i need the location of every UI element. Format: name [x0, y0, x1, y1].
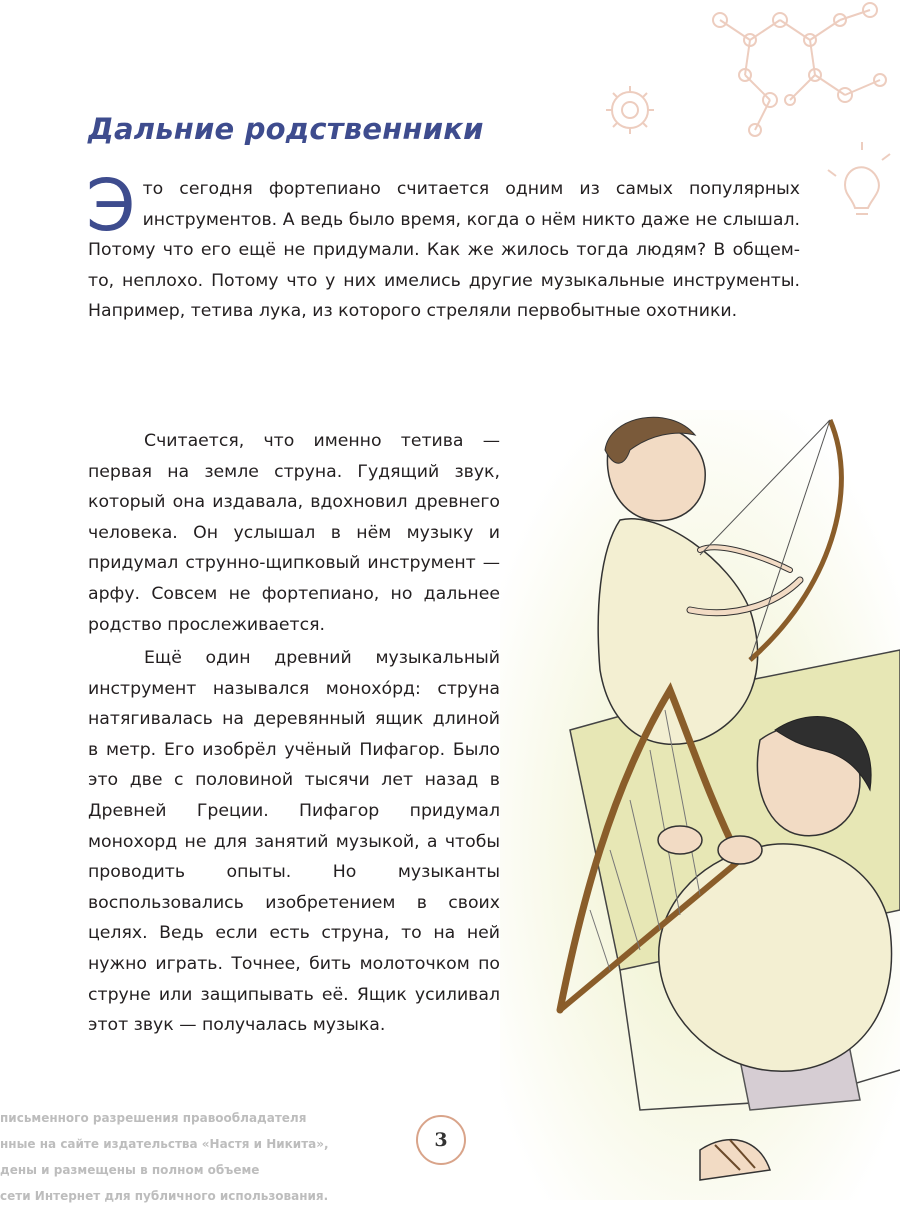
watermark-line: сети Интернет для публичного использования.	[0, 1189, 329, 1203]
paragraph-monochord: Ещё один древний музыкальный инструмент назывался монохо́рд: струна натягивалась на деревянный ящик длиной в метр. Его изобрёл учёный Пифагор. Было это две с половиной тысячи лет назад в Древней Греции. Пифагор придумал монохорд не для занятий музыкой, а чтобы проводить опыты. Но музыканты воспользовались изобретением в своих целях. Ведь если есть струна, то на ней нужно играть. Точнее, бить молоточком по струне или защипывать её. Ящик усиливал этот звук — получалась музыка.	[88, 648, 500, 1036]
watermark-line: дены и размещены в полном объеме	[0, 1163, 260, 1177]
watermark-line: письменного разрешения правообладателя	[0, 1111, 307, 1125]
paragraph-tetiva: Считается, что именно тетива — первая на земле струна. Гудящий звук, который она издавала, вдохновил древнего человека. Он услышал в нём музыку и придумал струнно-щипковый инструмент — арфу. Совсем не фортепиано, но дальнее родство прослеживается.	[88, 431, 500, 635]
drop-cap: Э	[86, 164, 136, 247]
page-number: 3	[416, 1115, 466, 1165]
page-title: Дальние родственники	[88, 112, 484, 146]
intro-paragraph	[86, 164, 800, 327]
watermark	[0, 1105, 400, 1209]
intro-text: то сегодня фортепиано считается одним из самых популярных инструментов. А ведь было время, когда о нём никто даже не слышал. Потому что его ещё не придумали. Как же жилось тогда людям? В общем-то, неплохо. Потому что у них имелись другие музыкальные инструменты. Например, тетива лука, из которого стреляли первобытные охотники.	[88, 179, 800, 322]
watermark-line: нные на сайте издательства «Настя и Никита»,	[0, 1137, 329, 1151]
greek-musicians-illustration	[500, 410, 900, 1200]
